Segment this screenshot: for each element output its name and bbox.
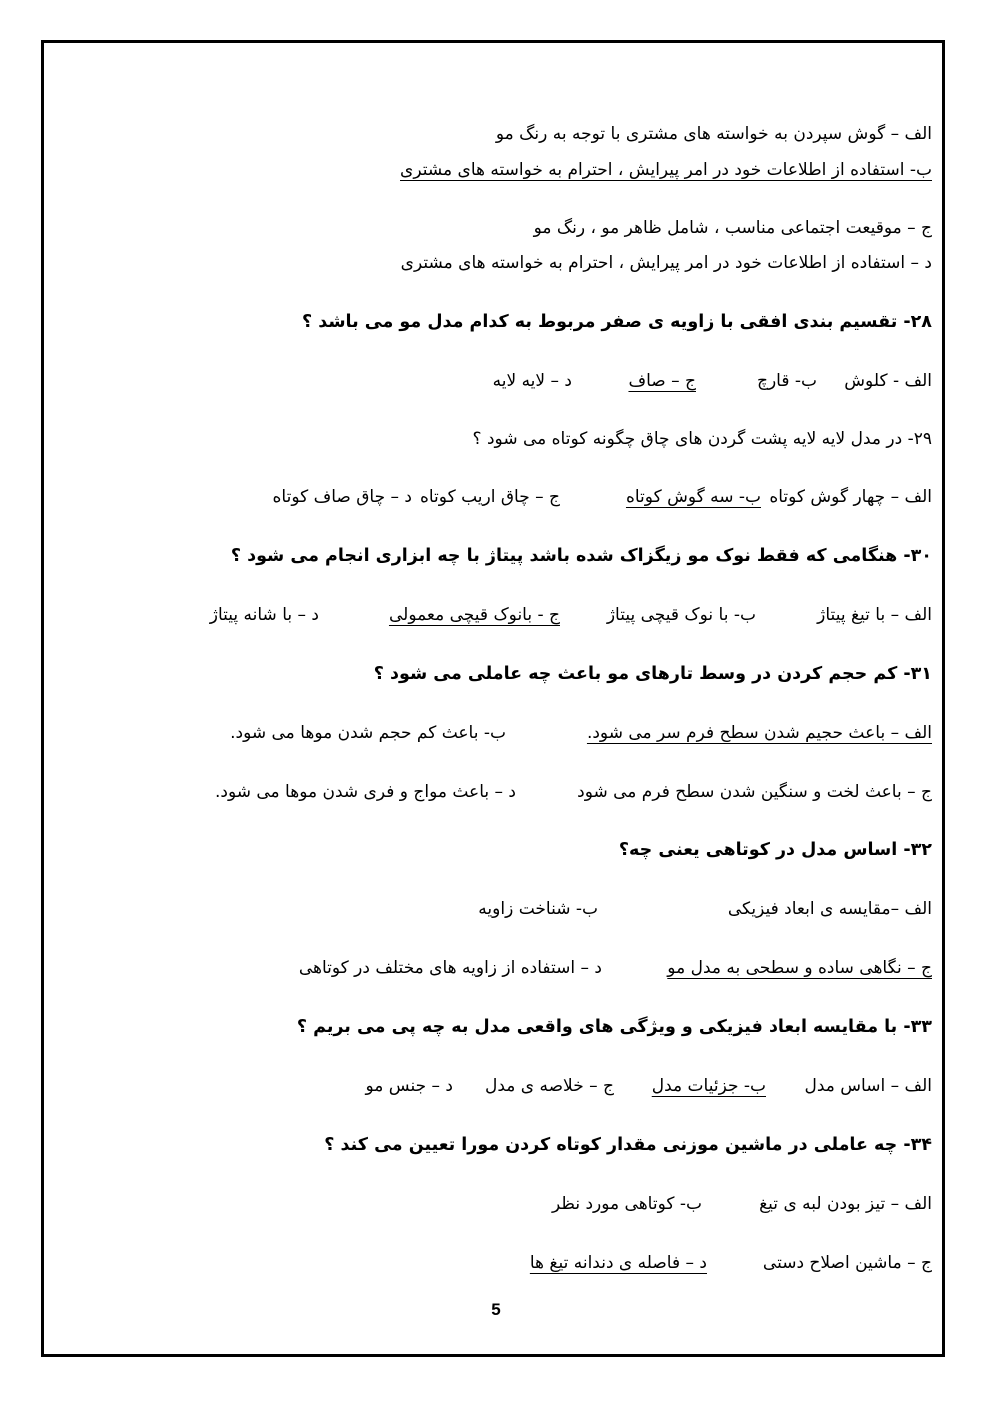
question-34: ۳۴- چه عاملی در ماشین موزنی مقدار کوتاه کردن مورا تعیین می کند ؟ [324,1135,932,1155]
q28-option-b: ب- قارچ [756,371,817,391]
q28-option-c-answer: ج – صاف [628,371,696,391]
q30-option-c-answer: ج - بانوک قیچی معمولی [388,605,560,625]
q33-option-b-answer: ب- جزئیات مدل [651,1076,766,1096]
q31-option-b: ب- باعث کم حجم شدن موها می شود. [230,723,506,743]
q34-option-c: ج – ماشین اصلاح دستی [762,1253,932,1273]
q28-option-a: الف - کلوش [844,371,932,391]
q34-option-b: ب- کوتاهی مورد نظر [552,1194,702,1214]
question-33: ۳۳- با مقایسه ابعاد فیزیکی و ویژگی های واقعی مدل به چه پی می بریم ؟ [296,1017,932,1037]
page-number: 5 [491,1300,501,1319]
q27-option-a: الف – گوش سپردن به خواسته های مشتری با توجه به رنگ مو [495,124,932,144]
q27-option-c: ج – موقیعت اجتماعی مناسب ، شامل ظاهر مو ، رنگ مو [533,218,932,238]
q28-option-d: د – لایه لایه [492,371,572,391]
q31-option-a-answer: الف – باعث حجیم شدن سطح فرم سر می شود. [586,723,932,743]
question-30: ۳۰- هنگامی که فقط نوک مو زیگزاک شده باشد پیتاژ با چه ابزاری انجام می شود ؟ [230,546,932,566]
q32-option-d: د – استفاده از زاویه های مختلف در کوتاهی [298,958,602,978]
q31-option-d: د – باعث مواج و فری شدن موها می شود. [214,782,516,802]
q31-option-c: ج – باعث لخت و سنگین شدن سطح فرم می شود [577,782,932,802]
q29-option-d: د – چاق صاف کوتاه [272,487,412,507]
q33-option-a: الف – اساس مدل [804,1076,932,1096]
q30-option-a: الف – با تیغ پیتاژ [817,605,932,625]
question-29: ۲۹- در مدل لایه لایه پشت گردن های چاق چگونه کوتاه می شود ؟ [472,429,932,449]
q29-option-c: ج – چاق اریب کوتاه [419,487,560,507]
q33-option-c: ج – خلاصه ی مدل [485,1076,614,1096]
q27-option-b-answer: ب- استفاده از اطلاعات خود در امر پیرایش ، احترام به خواسته های مشتری [400,160,932,180]
q30-option-b: ب- با نوک قیچی پیتاژ [606,605,756,625]
q32-option-c-answer: ج – نگاهی ساده و سطحی به مدل مو [667,958,932,978]
q29-option-b-answer: ب- سه گوش کوتاه [625,487,761,507]
q33-option-d: د – جنس مو [365,1076,453,1096]
question-32: ۳۲- اساس مدل در کوتاهی یعنی چه؟ [618,840,932,860]
q27-option-d: د – استفاده از اطلاعات خود در امر پیرایش ، احترام به خواسته های مشتری [400,253,932,273]
q34-option-d-answer: د – فاصله ی دندانه تیغ ها [529,1253,707,1273]
q30-option-d: د – با شانه پیتاژ [209,605,319,625]
question-28: ۲۸- تقسیم بندی افقی با زاویه ی صفر مربوط به کدام مدل مو می باشد ؟ [301,312,932,332]
question-31: ۳۱- کم حجم کردن در وسط تارهای مو باعث چه عاملی می شود ؟ [373,664,932,684]
q34-option-a: الف – تیز بودن لبه ی تیغ [759,1194,932,1214]
q32-option-a: الف –مقایسه ی ابعاد فیزیکی [727,899,932,919]
q32-option-b: ب- شناخت زاویه [478,899,598,919]
q29-option-a: الف – چهار گوش کوتاه [769,487,932,507]
